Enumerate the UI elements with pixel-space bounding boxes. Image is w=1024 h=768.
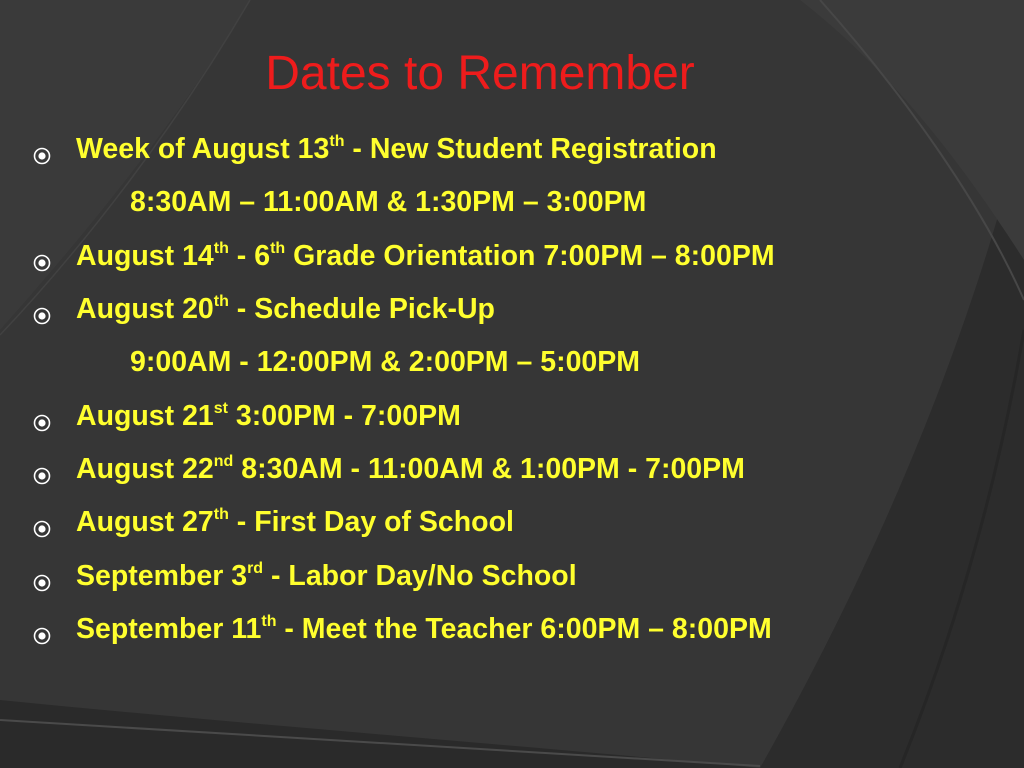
circle-dot-icon xyxy=(32,459,52,479)
circle-dot-icon xyxy=(32,566,52,586)
list-item-text xyxy=(76,238,775,274)
list-item-text xyxy=(76,611,772,647)
list-item-text xyxy=(76,291,495,327)
text-segment: Grade Orientation 7:00PM – 8:00PM xyxy=(285,240,775,272)
text-segment: 8:30AM - 11:00AM & 1:00PM - 7:00PM xyxy=(233,453,745,485)
circle-dot-icon xyxy=(32,139,52,159)
text-segment: August 14 xyxy=(76,240,214,272)
list-item-text xyxy=(76,504,514,540)
text-segment: August 22 xyxy=(76,453,214,485)
text-segment: 8:30AM – 11:00AM & 1:30PM – 3:00PM xyxy=(130,186,647,218)
ordinal-suffix: nd xyxy=(213,452,234,470)
ordinal-suffix: th xyxy=(329,132,345,150)
ordinal-suffix: th xyxy=(213,292,229,310)
text-segment: - Labor Day/No School xyxy=(263,560,577,592)
text-segment: August 20 xyxy=(76,293,214,325)
text-segment: August 21 xyxy=(76,400,214,432)
text-segment: - Schedule Pick-Up xyxy=(228,293,495,325)
text-segment: 3:00PM - 7:00PM xyxy=(228,400,461,432)
list-item-text xyxy=(76,451,745,487)
ordinal-suffix: th xyxy=(270,239,286,257)
list-item-text xyxy=(130,344,640,380)
circle-dot-icon xyxy=(32,619,52,639)
text-segment: Week of August 13 xyxy=(76,133,330,165)
list-item-text xyxy=(76,558,577,594)
list-item-text xyxy=(76,131,717,167)
ordinal-suffix: st xyxy=(213,399,229,417)
text-segment: 9:00AM - 12:00PM & 2:00PM – 5:00PM xyxy=(130,346,641,378)
text-segment: - 6 xyxy=(228,240,271,272)
slide-title: Dates to Remember xyxy=(265,47,695,100)
text-segment: - First Day of School xyxy=(228,506,514,538)
circle-dot-icon xyxy=(32,406,52,426)
text-segment: - New Student Registration xyxy=(344,133,717,165)
text-segment: September 11 xyxy=(76,613,262,645)
list-item-text xyxy=(130,184,646,220)
circle-dot-icon xyxy=(32,246,52,266)
circle-dot-icon xyxy=(32,299,52,319)
text-segment: - Meet the Teacher 6:00PM – 8:00PM xyxy=(276,613,772,645)
ordinal-suffix: th xyxy=(261,612,277,630)
ordinal-suffix: th xyxy=(213,239,229,257)
text-segment: August 27 xyxy=(76,506,214,538)
ordinal-suffix: rd xyxy=(247,559,264,577)
circle-dot-icon xyxy=(32,512,52,532)
list-item-text xyxy=(76,398,461,434)
text-segment: September 3 xyxy=(76,560,248,592)
ordinal-suffix: th xyxy=(213,505,229,523)
